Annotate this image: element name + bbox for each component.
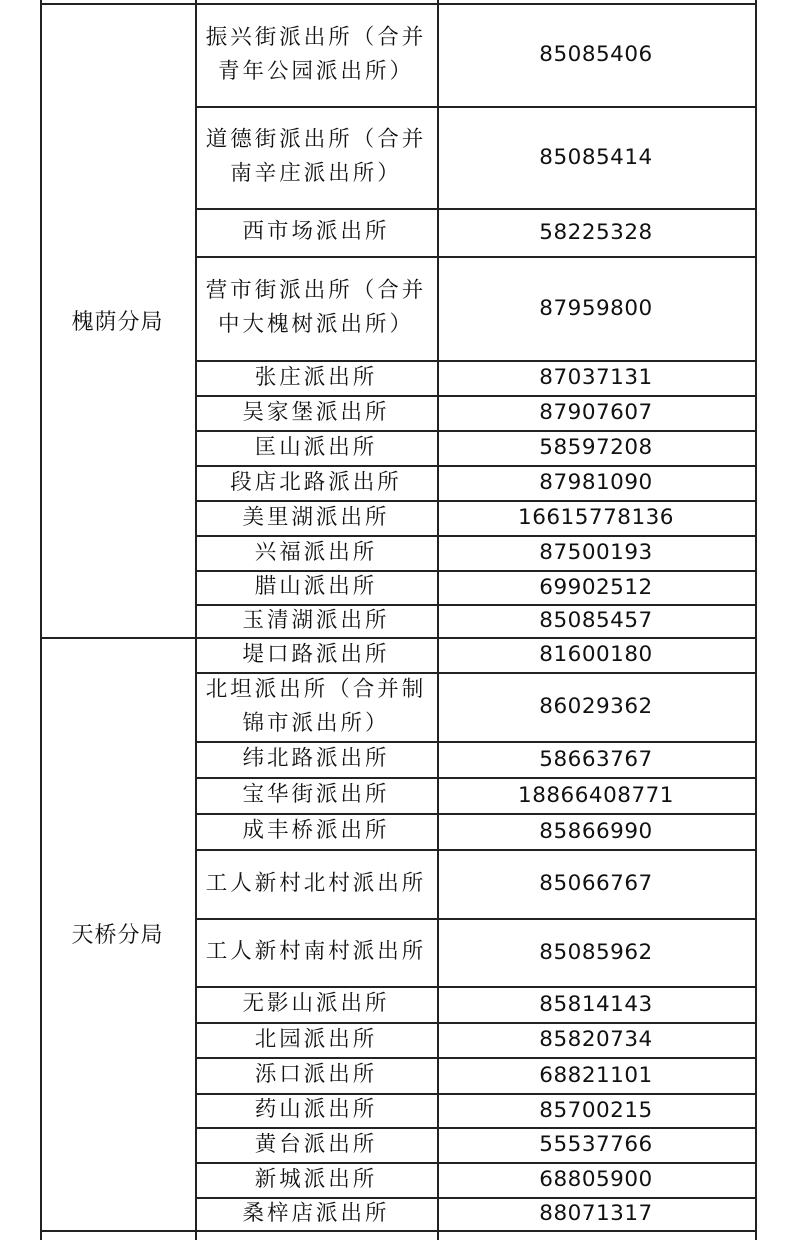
row-border — [195, 430, 757, 432]
phone-cell-text: 85085406 — [539, 42, 653, 67]
station-cell — [195, 106, 437, 208]
bureau-cell-text: 槐荫分局 — [71, 309, 164, 335]
station-cell — [195, 1127, 437, 1162]
station-cell-text: 桑梓店派出所 — [242, 1200, 390, 1226]
phone-cell — [437, 637, 755, 672]
column-border — [195, 0, 197, 1240]
row-border — [40, 637, 757, 639]
phone-cell — [437, 1127, 755, 1162]
station-cell-text: 泺口派出所 — [254, 1062, 378, 1087]
bureau-cell — [40, 3, 195, 637]
station-cell-text: 兴福派出所 — [254, 539, 378, 565]
station-cell-text: 纬北路派出所 — [242, 746, 390, 771]
station-cell-text: 北园派出所 — [254, 1026, 378, 1052]
station-cell-text: 段店北路派出所 — [230, 469, 402, 495]
column-border — [40, 0, 42, 1240]
row-border — [195, 360, 757, 362]
station-cell — [195, 777, 437, 813]
phone-cell-text: 87907607 — [539, 400, 653, 425]
phone-cell — [437, 3, 755, 106]
row-border — [195, 604, 757, 606]
row-border — [195, 672, 757, 674]
column-border — [755, 0, 757, 1240]
station-cell-text: 吴家堡派出所 — [242, 399, 390, 425]
phone-cell-text: 58663767 — [539, 746, 653, 772]
row-border — [195, 465, 757, 467]
phone-cell-text: 86029362 — [539, 694, 653, 719]
row-border — [40, 1230, 757, 1232]
phone-cell-text: 58225328 — [539, 219, 653, 245]
station-cell — [195, 256, 437, 360]
station-cell — [195, 465, 437, 500]
station-cell — [195, 3, 437, 106]
phone-cell — [437, 360, 755, 395]
row-border — [195, 849, 757, 851]
station-cell-text: 道德街派出所（合并南辛庄派出所） — [205, 127, 427, 186]
phone-cell — [437, 430, 755, 465]
phone-cell-text: 58597208 — [539, 435, 653, 460]
phone-cell-text: 87959800 — [539, 295, 653, 321]
station-cell-text: 玉清湖派出所 — [242, 607, 390, 633]
row-border — [195, 1022, 757, 1024]
phone-cell-text: 85814143 — [539, 991, 653, 1017]
row-border — [195, 777, 757, 779]
row-border — [195, 570, 757, 572]
phone-cell — [437, 1162, 755, 1197]
station-cell — [195, 849, 437, 918]
row-border — [195, 395, 757, 397]
phone-cell — [437, 1197, 755, 1230]
station-cell — [195, 1093, 437, 1127]
phone-cell — [437, 1093, 755, 1127]
station-cell-text: 成丰桥派出所 — [242, 818, 390, 843]
station-cell-text: 工人新村南村派出所 — [205, 939, 427, 964]
phone-cell — [437, 813, 755, 849]
row-border — [195, 500, 757, 502]
phone-cell-text: 18866408771 — [518, 782, 674, 808]
phone-cell-text: 85085414 — [539, 144, 653, 170]
station-cell — [195, 1057, 437, 1093]
row-border — [195, 106, 757, 108]
phone-cell — [437, 1022, 755, 1057]
station-cell-text: 西市场派出所 — [242, 219, 390, 244]
station-cell-text: 张庄派出所 — [254, 364, 378, 390]
phone-cell — [437, 1057, 755, 1093]
station-cell — [195, 1022, 437, 1057]
bureau-cell-text: 天桥分局 — [71, 923, 164, 948]
station-cell-text: 振兴街派出所（合并青年公园派出所） — [205, 24, 427, 84]
row-border — [195, 208, 757, 210]
bureau-cell — [40, 637, 195, 1230]
phone-cell-text: 85820734 — [539, 1027, 653, 1052]
phone-cell — [437, 918, 755, 986]
station-cell-text: 黄台派出所 — [254, 1131, 378, 1157]
station-cell-text: 美里湖派出所 — [242, 504, 390, 530]
row-border — [40, 3, 757, 5]
phone-cell — [437, 986, 755, 1022]
phone-cell — [437, 500, 755, 535]
station-cell-text: 北坦派出所（合并制锦市派出所） — [205, 676, 427, 736]
phone-cell-text: 85866990 — [539, 818, 653, 844]
station-cell-text: 新城派出所 — [254, 1166, 378, 1192]
phone-cell — [437, 256, 755, 360]
phone-cell — [437, 395, 755, 430]
phone-cell-text: 85700215 — [539, 1097, 653, 1123]
phone-cell-text: 16615778136 — [518, 505, 674, 530]
row-border — [195, 1197, 757, 1199]
row-border — [195, 1162, 757, 1164]
station-cell — [195, 208, 437, 256]
station-cell — [195, 741, 437, 777]
station-cell — [195, 535, 437, 570]
row-border — [195, 1057, 757, 1059]
row-border — [195, 918, 757, 920]
station-cell-text: 药山派出所 — [254, 1097, 378, 1122]
station-cell — [195, 360, 437, 395]
station-cell — [195, 637, 437, 672]
station-cell — [195, 430, 437, 465]
phone-cell — [437, 777, 755, 813]
station-cell — [195, 604, 437, 637]
station-cell-text: 营市街派出所（合并中大槐树派出所） — [205, 278, 427, 337]
station-cell — [195, 918, 437, 986]
phone-cell-text: 87500193 — [539, 540, 653, 565]
row-border — [195, 741, 757, 743]
station-cell — [195, 813, 437, 849]
station-cell-text: 腊山派出所 — [254, 574, 378, 599]
station-cell — [195, 672, 437, 741]
phone-cell-text: 87981090 — [539, 470, 653, 495]
row-border — [195, 1093, 757, 1095]
station-cell — [195, 986, 437, 1022]
row-border — [195, 535, 757, 537]
station-cell — [195, 1197, 437, 1230]
phone-cell — [437, 535, 755, 570]
phone-cell — [437, 208, 755, 256]
station-cell — [195, 1162, 437, 1197]
phone-cell-text: 68821101 — [539, 1062, 653, 1088]
phone-cell-text: 68805900 — [539, 1167, 653, 1192]
row-border — [195, 813, 757, 815]
column-border — [437, 0, 439, 1240]
row-border — [195, 1127, 757, 1129]
row-border — [195, 986, 757, 988]
phone-cell — [437, 849, 755, 918]
phone-cell-text: 85085457 — [539, 608, 653, 633]
station-cell — [195, 395, 437, 430]
phone-cell — [437, 741, 755, 777]
phone-cell-text: 85085962 — [539, 939, 653, 965]
station-cell — [195, 500, 437, 535]
station-cell-text: 宝华街派出所 — [242, 782, 390, 807]
station-cell-text: 堤口路派出所 — [242, 641, 390, 667]
station-cell-text: 匡山派出所 — [254, 434, 378, 460]
phone-cell-text: 55537766 — [539, 1132, 653, 1157]
phone-cell — [437, 465, 755, 500]
row-border — [195, 256, 757, 258]
phone-cell — [437, 570, 755, 604]
phone-cell-text: 81600180 — [539, 642, 653, 667]
station-cell — [195, 570, 437, 604]
station-cell-text: 工人新村北村派出所 — [205, 870, 427, 896]
station-cell-text: 无影山派出所 — [242, 991, 390, 1016]
phone-cell-text: 87037131 — [539, 365, 653, 390]
phone-cell — [437, 672, 755, 741]
phone-cell-text: 88071317 — [539, 1201, 653, 1226]
phone-cell-text: 85066767 — [539, 871, 653, 896]
phone-cell-text: 69902512 — [539, 574, 653, 600]
phone-cell — [437, 604, 755, 637]
phone-cell — [437, 106, 755, 208]
